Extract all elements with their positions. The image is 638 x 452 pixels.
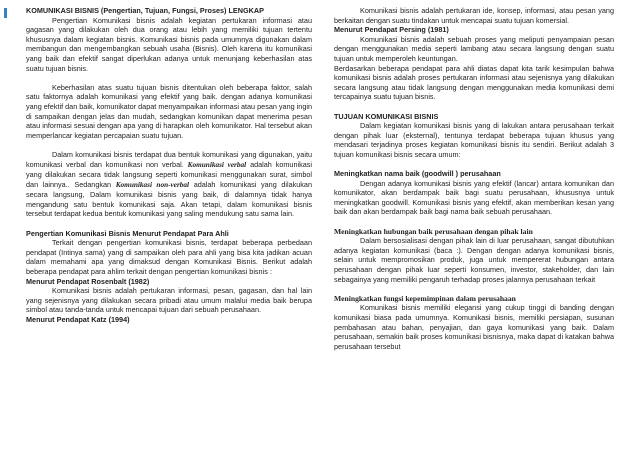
paragraph: Komunikasi bisnis memiliki elegansi yang cukup tinggi di banding dengan komunikasi biasa pada umumnya. Komunikasi bisnis, memiliki persiapan, susunan pembahasan atau bahan, penyajian, dan gaya komunikasi yang baik. Dalam perusahaan, semakin baik proses komunikasi bisnisnya, maka dapat di katakan bahwa perusahaan tersebut [334, 303, 614, 351]
paragraph: Berdasarkan beberapa pendapat para ahli diatas dapat kita tarik kesimpulan bahwa komunikasi bisnis adalah proses pertukaran informasi atau sejenisnya yang dilakukan secara langsung atau tidak langsung dengan menggunakan media komunikasi demi tercapainya suatu tujuan bisnis. [334, 63, 614, 102]
paragraph: Dengan adanya komunikasi bisnis yang efektif (lancar) antara komunikan dan komunikator, akan berdampak baik bagi suatu perusahaan, khususnya untuk meningkatkan goodwill. Komunikasi bisnis yang efektif, akan memberikan kesan yang baik dan akan berdampak baik bagi nama baik sebuah perusahaan. [334, 178, 614, 217]
term-non-verbal: Komunikasi non-verbal [115, 180, 190, 189]
subheading: Meningkatkan fungsi kepemimpinan dalam perusahaan [334, 293, 516, 303]
paragraph: Komunikasi bisnis adalah pertukaran ide, konsep, informasi, atau pesan yang berkaitan dengan suatu tindakan untuk mencapai suatu tujuan komersial. [334, 6, 614, 25]
paragraph: Komunikasi bisnis adalah pertukaran informasi, pesan, gagasan, dan hal lain yang sejenisnya yang dilakukan secara pribadi atau umum malalui media baik berupa simbol atau tanda-tanda untuk mencapai tujuan dari sebuah perusahaan. [26, 286, 312, 315]
document-title: KOMUNIKASI BISNIS (Pengertian, Tujuan, Fungsi, Proses) LENGKAP [26, 6, 264, 15]
paragraph: Pengertian Komunikasi bisnis adalah kegiatan pertukaran informasi atau gagasan yang dilakukan oleh dua orang atau lebih yang memiliki tujuan tertentu khususnya dalam kegiatan bisnis. Komunikasi bisnis pada umumnya digunakan dalam membangun dan mengembangkan sebuah usaha (Bisnis). Oleh karena itu komunikasi yang baik dan efektif sangat diperlukan adanya untuk menunjang keberhasilan atas suatu tujuan bisnis. [26, 15, 312, 73]
subheading: Menurut Pendapat Katz (1994) [26, 315, 130, 324]
right-column [334, 6, 614, 351]
subheading: Menurut Pendapat Persing (1981) [334, 25, 449, 35]
subheading: Meningkatkan hubungan baik perusahaan dengan pihak lain [334, 226, 533, 236]
section-heading: Pengertian Komunikasi Bisnis Menurut Pendapat Para Ahli [26, 228, 229, 238]
subheading: Menurut Pendapat Rosenbalt (1982) [26, 276, 150, 286]
title-accent-bar [4, 8, 7, 18]
paragraph: Terkait dengan pengertian komunikasi bisnis, terdapat beberapa perbedaan pendapat (Intinya sama) yang di sampaikan oleh para ahli yang bisa kita jadikan acuan dalam memahami apa yang dimaksud dengan Komunikasi Bisnis. Berikut adalah beberapa pendapat para ahlim terkait dengan pengertian komunikasi bisnis : [26, 238, 312, 277]
section-heading: TUJUAN KOMUNIKASI BISNIS [334, 111, 439, 121]
term-verbal: Komunikasi verbal [187, 160, 247, 169]
paragraph: Keberhasilan atas suatu tujuan bisnis ditentukan oleh beberapa faktor, salah satu faktornya adalah komunikasi yang efektif yang baik. dengan adanya komunikasi yang efektif dan baik, komunikator dapat menyampaikan informasi atau pesan yang ingin di sampaikan dengan jelas dan mudah, sedangkan komunikan dapat menerima pesan atau informasi sesuai dengan apa yang di harapkan oleh komunikator. Hal tersebut akan memperlancar kegiatan percapaian suatu tujuan. [26, 82, 312, 140]
paragraph: Dalam kegiatan komunikasi bisnis yang di lakukan antara perusahaan terkait dengan pihak luar (eksternal), tentunya terdapat beberapa tujuan khusus yang mendasari terjadinya proses kegiatan komunikasi bisnis itu sendiri. Berikut adalah 3 tujuan komunikasi bisnis secara umum: [334, 121, 614, 159]
paragraph-verbal-nonverbal: Dalam komunikasi bisnis terdapat dua bentuk komunikasi yang digunakan, yaitu komunikasi verbal dan komunikasi non verbal. Komunikasi verbal adalah komunikasi yang dilakukan secara tidak langsung seperti komunikasi menggunakan surat, simbol dan lainnya.. Sedangkan Komunikasi non-verbal adalah komunikasi yang dilakukan secara langsung, Dalam komunikasi bisnis yang baik, di dalamnya tidak hanya mengandung satu bentuk komunikasi saja. Akan tetapi, dalam komunikasi bisnis tersebut terdapat kedua bentuk komunikasi yang saling mendukung satu sama lain. [26, 149, 312, 219]
paragraph: Komunikasi bisnis adalah sebuah proses yang meliputi penyampaian pesan dengan menggunakan media seperti lambang atau secara langsung dengan suatu tujuan untuk memperoleh keuntungan. [334, 34, 614, 63]
left-column [26, 6, 312, 325]
paragraph: Dalam bersosialisasi dengan pihak lain di luar perusahaan, sangat dibutuhkan adanya kegiatan komunikasi (baca :). Dengan dengan adanya komunikasi bisnis, selain untuk mempromosikan produk, juga untuk mempererat hubungan antara perusahaan dengan pihak luar seperti konsumen, investor, stakeholder, dan lain sebagainya yang memiliki pengaruh terhadap proses jalannya perusahaan terkait [334, 236, 614, 284]
subheading: Meningkatkan nama baik (goodwill ) perusahaan [334, 169, 501, 179]
